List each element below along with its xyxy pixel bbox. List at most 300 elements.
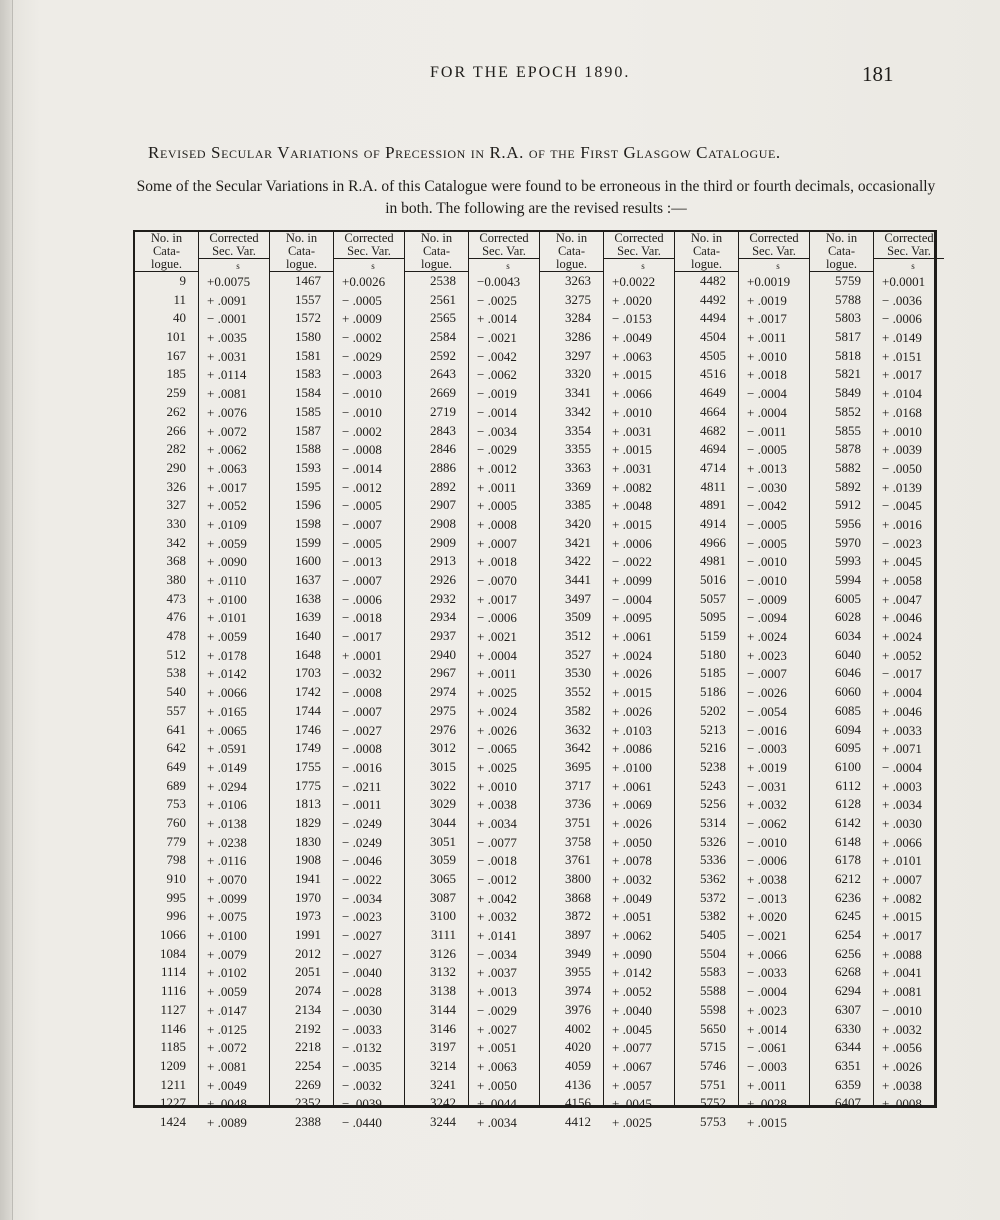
catalogue-number: 4981: [700, 553, 726, 569]
catalogue-number: 4914: [700, 515, 726, 531]
corrected-sec-var: − .0036: [882, 292, 922, 308]
catalogue-number: 1908: [295, 852, 321, 868]
corrected-sec-var: − .0003: [747, 741, 787, 757]
catalogue-number: 5362: [700, 871, 726, 886]
corrected-sec-var: + .0072: [207, 1040, 247, 1056]
corrected-sec-var: − .0007: [342, 573, 382, 588]
catalogue-number: 4891: [700, 497, 726, 513]
corrected-sec-var: + .0010: [882, 423, 922, 439]
corrected-sec-var: + .0031: [612, 460, 652, 476]
corrected-sec-var: − .0006: [882, 311, 922, 327]
catalogue-number: 6128: [835, 796, 861, 812]
corrected-sec-var: + .0294: [207, 778, 247, 794]
corrected-sec-var: + .0104: [882, 386, 922, 402]
corrected-sec-var: + .0046: [882, 703, 922, 719]
catalogue-number: 2940: [430, 646, 456, 662]
catalogue-number: 4492: [700, 291, 726, 307]
corrected-sec-var: + .0138: [207, 815, 247, 831]
corrected-sec-var: + .0039: [882, 442, 922, 458]
corrected-sec-var: − .0031: [747, 778, 787, 794]
catalogue-number: 5715: [700, 1039, 726, 1055]
catalogue-number-header: [135, 232, 198, 272]
corrected-sec-var: + .0035: [207, 330, 247, 346]
catalogue-number-column: [405, 231, 468, 1129]
catalogue-number-column: [810, 231, 873, 1111]
catalogue-number: 1595: [295, 478, 321, 494]
catalogue-number: 259: [166, 385, 186, 401]
catalogue-number: 6094: [835, 721, 861, 737]
catalogue-number: 2937: [430, 628, 456, 644]
catalogue-number: 1583: [295, 366, 321, 382]
corrected-sec-var: + .0075: [207, 909, 247, 925]
catalogue-number: 4494: [700, 310, 726, 326]
corrected-sec-var: + .0079: [207, 946, 247, 962]
corrected-sec-var-column: [738, 231, 809, 1130]
catalogue-number: 5993: [835, 553, 861, 569]
column-group: [404, 231, 539, 1130]
catalogue-number: 476: [166, 609, 186, 625]
running-head: FOR THE EPOCH 1890.: [430, 64, 631, 81]
corrected-sec-var: + .0049: [612, 890, 652, 906]
catalogue-number: 3497: [565, 590, 591, 606]
corrected-sec-var: − .0017: [342, 629, 382, 645]
corrected-sec-var: +0.0026: [342, 274, 386, 289]
corrected-sec-var: + .0168: [882, 404, 922, 420]
catalogue-number: 2926: [430, 572, 456, 587]
corrected-sec-var: + .0101: [882, 853, 922, 869]
catalogue-number: 5803: [835, 310, 861, 326]
header-line: logue.: [826, 257, 857, 271]
catalogue-number: 1584: [295, 385, 321, 401]
corrected-sec-var: + .0028: [747, 1096, 787, 1112]
header-line: No. in: [285, 231, 318, 245]
catalogue-number: 4020: [565, 1039, 591, 1055]
corrected-sec-var: + .0049: [207, 1077, 247, 1093]
corrected-sec-var: + .0103: [612, 722, 652, 738]
catalogue-number: 5057: [700, 590, 726, 606]
corrected-sec-var: − .0033: [747, 965, 787, 981]
corrected-sec-var: + .0048: [612, 498, 652, 514]
catalogue-number-column: [135, 231, 198, 1129]
catalogue-number: 3642: [565, 740, 591, 756]
corrected-sec-var: + .0024: [747, 629, 787, 645]
catalogue-number: 4516: [700, 366, 726, 382]
corrected-sec-var: + .0142: [612, 965, 652, 981]
corrected-sec-var: + .0020: [612, 292, 652, 308]
corrected-sec-var: + .0151: [882, 348, 922, 364]
header-line: Cata-: [827, 244, 856, 258]
corrected-sec-var: + .0052: [882, 647, 922, 663]
catalogue-number: 1557: [295, 291, 321, 307]
corrected-sec-var: + .0082: [882, 890, 922, 906]
corrected-sec-var: + .0015: [882, 909, 922, 925]
corrected-sec-var: + .0059: [207, 984, 247, 1000]
catalogue-number: 5216: [700, 740, 726, 756]
corrected-sec-var: + .0052: [207, 498, 247, 514]
catalogue-number: 2846: [430, 441, 456, 457]
catalogue-number: 5855: [835, 422, 861, 438]
corrected-sec-var: + .0099: [207, 890, 247, 906]
catalogue-number: 3354: [565, 422, 591, 438]
corrected-sec-var-header: [469, 232, 539, 259]
catalogue-number: 5238: [700, 758, 726, 774]
catalogue-number: 3144: [430, 1001, 456, 1017]
corrected-sec-var: + .0045: [882, 554, 922, 570]
corrected-sec-var: + .0025: [477, 759, 517, 775]
catalogue-number: 1209: [160, 1057, 186, 1073]
corrected-sec-var: + .0050: [612, 834, 652, 850]
corrected-sec-var: + .0014: [747, 1021, 787, 1037]
corrected-sec-var: + .0004: [747, 404, 787, 420]
corrected-sec-var: + .0017: [207, 479, 247, 495]
catalogue-number: 1585: [295, 403, 321, 419]
catalogue-number: 6178: [835, 852, 861, 868]
catalogue-number: 1775: [295, 777, 321, 793]
catalogue-number: 6330: [835, 1020, 861, 1036]
catalogue-number: 4694: [700, 441, 726, 457]
corrected-sec-var: − .0022: [342, 872, 382, 887]
catalogue-number-header: [540, 232, 603, 272]
catalogue-number: 5821: [835, 366, 861, 382]
catalogue-number: 1755: [295, 758, 321, 774]
catalogue-number: 3012: [430, 740, 456, 756]
seconds-unit: s: [776, 261, 780, 271]
catalogue-number: 6307: [835, 1001, 861, 1017]
corrected-sec-var: − .0034: [342, 890, 382, 906]
corrected-sec-var: + .0059: [207, 535, 247, 551]
corrected-sec-var: − .0032: [342, 1077, 382, 1093]
corrected-sec-var: + .0047: [882, 591, 922, 607]
corrected-sec-var: + .0178: [207, 647, 247, 663]
catalogue-number: 753: [166, 796, 186, 812]
catalogue-number: 11: [173, 291, 186, 307]
corrected-sec-var: + .0109: [207, 516, 247, 532]
corrected-sec-var: − .0006: [342, 591, 382, 607]
catalogue-number: 2975: [430, 702, 456, 718]
catalogue-number: 2974: [430, 684, 456, 700]
corrected-sec-var: + .0034: [477, 1114, 517, 1130]
catalogue-number: 4059: [565, 1057, 591, 1073]
header-line: logue.: [286, 257, 317, 271]
catalogue-number: 649: [166, 758, 186, 774]
corrected-sec-var: + .0017: [747, 311, 787, 327]
corrected-sec-var: − .0004: [882, 759, 922, 775]
intro-paragraph: Some of the Secular Variations in R.A. of this Catalogue were found to be erroneous in the third or fourth decimals, occasionally in both. The following are the revised results :—: [136, 178, 936, 217]
corrected-sec-var: + .0062: [207, 442, 247, 458]
catalogue-number: 910: [166, 871, 186, 886]
corrected-sec-var: − .0061: [747, 1040, 787, 1056]
catalogue-number: 1973: [295, 908, 321, 924]
corrected-sec-var: − .0022: [612, 554, 652, 570]
corrected-sec-var: + .0125: [207, 1021, 247, 1037]
corrected-sec-var: − .0070: [477, 573, 517, 588]
corrected-sec-var: + .0051: [612, 909, 652, 925]
catalogue-number: 5243: [700, 777, 726, 793]
corrected-sec-var: − .0006: [477, 610, 517, 626]
catalogue-number: 2074: [295, 983, 321, 999]
corrected-sec-var: − .0211: [342, 778, 382, 794]
corrected-sec-var: − .0153: [612, 311, 652, 327]
catalogue-number: 6046: [835, 665, 861, 681]
corrected-sec-var: − .0011: [342, 797, 382, 813]
corrected-sec-var: + .0010: [612, 404, 652, 420]
corrected-sec-var: − .0003: [342, 367, 382, 383]
header-line: Corrected: [749, 231, 799, 245]
catalogue-number: 557: [166, 702, 186, 718]
corrected-sec-var: − .0025: [477, 292, 517, 308]
corrected-sec-var: + .0099: [612, 573, 652, 588]
corrected-sec-var: + .0100: [612, 759, 652, 775]
catalogue-number: 2565: [430, 310, 456, 326]
corrected-sec-var: + .0081: [207, 386, 247, 402]
catalogue-number: 1211: [160, 1076, 186, 1092]
corrected-sec-var: + .0017: [882, 928, 922, 944]
catalogue-number: 1703: [295, 665, 321, 681]
catalogue-number: 2934: [430, 609, 456, 625]
catalogue-number: 1638: [295, 590, 321, 606]
catalogue-number: 3976: [565, 1001, 591, 1017]
catalogue-number: 327: [166, 497, 186, 513]
corrected-sec-var: − .0094: [747, 610, 787, 626]
catalogue-number: 473: [166, 590, 186, 606]
catalogue-number-cells: [135, 272, 198, 1132]
header-line: No. in: [150, 231, 183, 245]
corrected-sec-var: − .0050: [882, 460, 922, 476]
corrected-sec-var: − .0008: [342, 741, 382, 757]
corrected-sec-var: + .0038: [882, 1077, 922, 1093]
corrected-sec-var: + .0165: [207, 703, 247, 719]
catalogue-number: 4682: [700, 422, 726, 438]
catalogue-number: 5751: [700, 1076, 726, 1092]
corrected-sec-var: + .0042: [477, 890, 517, 906]
corrected-sec-var: − .0027: [342, 722, 382, 738]
catalogue-number: 5504: [700, 945, 726, 961]
corrected-sec-var: + .0009: [342, 311, 382, 327]
catalogue-number: 1596: [295, 497, 321, 513]
header-line: Corrected: [344, 231, 394, 245]
catalogue-number: 167: [166, 347, 186, 363]
corrected-sec-var: − .0005: [342, 498, 382, 514]
corrected-sec-var: − .0033: [342, 1021, 382, 1037]
corrected-sec-var-header: [334, 232, 404, 259]
catalogue-number: 6085: [835, 702, 861, 718]
catalogue-number: 6112: [835, 777, 861, 793]
catalogue-number: 342: [166, 534, 186, 550]
header-line: logue.: [691, 257, 722, 271]
catalogue-number: 1066: [160, 927, 186, 943]
catalogue-number-cells: [405, 272, 468, 1132]
header-line: Sec. Var.: [752, 244, 796, 258]
corrected-sec-var: + .0038: [477, 797, 517, 813]
corrected-sec-var: + .0049: [612, 330, 652, 346]
corrected-sec-var: + .0114: [207, 367, 247, 383]
catalogue-number: 1648: [295, 646, 321, 662]
corrected-sec-var: + .0142: [207, 666, 247, 682]
column-group: [674, 231, 809, 1130]
catalogue-number: 3065: [430, 871, 456, 886]
catalogue-number: 2892: [430, 478, 456, 494]
corrected-sec-var: + .0015: [612, 516, 652, 532]
catalogue-number: 3509: [565, 609, 591, 625]
seconds-unit: s: [641, 261, 645, 271]
corrected-sec-var: + .0034: [882, 797, 922, 813]
corrected-sec-var: − .0030: [342, 1002, 382, 1018]
catalogue-number: 5372: [700, 889, 726, 905]
catalogue-number: 1227: [160, 1095, 186, 1111]
corrected-sec-var: − .0003: [747, 1058, 787, 1074]
corrected-sec-var: + .0030: [882, 815, 922, 831]
corrected-sec-var: + .0141: [477, 928, 517, 944]
catalogue-number: 101: [166, 329, 186, 345]
catalogue-number: 1639: [295, 609, 321, 625]
corrected-sec-var: − .0012: [342, 479, 382, 495]
catalogue-number: 2584: [430, 329, 456, 345]
catalogue-number: 9: [179, 273, 186, 288]
corrected-sec-var: + .0011: [747, 330, 787, 346]
seconds-unit: s: [371, 261, 375, 271]
catalogue-number-header: [405, 232, 468, 272]
corrected-sec-var: − .0011: [747, 423, 787, 439]
catalogue-number: 262: [166, 403, 186, 419]
corrected-sec-var: − .0004: [747, 386, 787, 402]
corrected-sec-var: − .0249: [342, 834, 382, 850]
catalogue-number: 3736: [565, 796, 591, 812]
corrected-sec-var: + .0110: [207, 573, 247, 588]
catalogue-number: 266: [166, 422, 186, 438]
corrected-sec-var: + .0044: [477, 1096, 517, 1112]
corrected-sec-var: + .0008: [477, 516, 517, 532]
corrected-sec-var: − .0005: [747, 535, 787, 551]
corrected-sec-var: + .0011: [477, 479, 517, 495]
catalogue-number: 368: [166, 553, 186, 569]
column-group: [809, 231, 944, 1112]
catalogue-number: 6060: [835, 684, 861, 700]
corrected-sec-var: + .0010: [747, 348, 787, 364]
corrected-sec-var: + .0021: [477, 629, 517, 645]
corrected-sec-var: + .0023: [747, 1002, 787, 1018]
corrected-sec-var: − .0249: [342, 815, 382, 831]
catalogue-number: 2538: [430, 273, 456, 288]
corrected-sec-var: − .0007: [747, 666, 787, 682]
corrected-sec-var: +0.0019: [747, 274, 791, 289]
corrected-sec-var: + .0057: [612, 1077, 652, 1093]
catalogue-number: 995: [166, 889, 186, 905]
catalogue-number: 4966: [700, 534, 726, 550]
catalogue-number: 2976: [430, 721, 456, 737]
catalogue-number: 798: [166, 852, 186, 868]
corrected-sec-var: + .0033: [882, 722, 922, 738]
catalogue-number-column: [540, 231, 603, 1129]
corrected-sec-var: + .0017: [477, 591, 517, 607]
catalogue-number: 3286: [565, 329, 591, 345]
header-line: Corrected: [614, 231, 664, 245]
catalogue-number: 1598: [295, 515, 321, 531]
catalogue-number: 5882: [835, 459, 861, 475]
corrected-sec-var: − .0002: [342, 423, 382, 439]
catalogue-number: 1580: [295, 329, 321, 345]
corrected-sec-var: + .0012: [477, 460, 517, 476]
catalogue-number: 6245: [835, 908, 861, 924]
corrected-sec-var: − .0054: [747, 703, 787, 719]
catalogue-number: 6212: [835, 871, 861, 886]
corrected-sec-var: − .0062: [477, 367, 517, 383]
corrected-sec-var: − .0065: [477, 741, 517, 757]
corrected-sec-var: + .0025: [477, 685, 517, 701]
catalogue-number: 3582: [565, 702, 591, 718]
catalogue-number: 540: [166, 684, 186, 700]
catalogue-number: 2908: [430, 515, 456, 531]
corrected-sec-var: − .0010: [882, 1002, 922, 1018]
corrected-sec-var: + .0095: [612, 610, 652, 626]
catalogue-number: 3872: [565, 908, 591, 924]
catalogue-number: 1127: [160, 1001, 186, 1017]
catalogue-number: 3974: [565, 983, 591, 999]
catalogue-number: 3244: [430, 1113, 456, 1129]
catalogue-number: 3100: [430, 908, 456, 924]
corrected-sec-var: + .0090: [207, 554, 247, 570]
corrected-sec-var: + .0139: [882, 479, 922, 495]
corrected-sec-var: − .0002: [342, 330, 382, 346]
corrected-sec-var: + .0591: [207, 741, 247, 757]
catalogue-number: 3197: [430, 1039, 456, 1055]
corrected-sec-var-header: [739, 232, 809, 259]
catalogue-number: 5405: [700, 927, 726, 943]
catalogue-number: 6351: [835, 1057, 861, 1073]
corrected-sec-var: + .0011: [477, 666, 517, 682]
catalogue-number: 512: [166, 646, 186, 662]
corrected-sec-var: + .0051: [477, 1040, 517, 1056]
catalogue-number: 1116: [160, 983, 186, 999]
catalogue-number: 3385: [565, 497, 591, 513]
corrected-sec-var: − .0005: [747, 516, 787, 532]
corrected-sec-var: + .0063: [477, 1058, 517, 1074]
seconds-unit: s: [236, 261, 240, 271]
catalogue-number: 1084: [160, 945, 186, 961]
header-line: No. in: [825, 231, 858, 245]
corrected-sec-var: + .0116: [207, 853, 247, 869]
catalogue-number: 1572: [295, 310, 321, 326]
corrected-sec-var: + .0059: [207, 629, 247, 645]
header-line: logue.: [151, 257, 182, 271]
corrected-sec-var: − .0040: [342, 965, 382, 981]
corrected-sec-var: + .0149: [207, 759, 247, 775]
corrected-sec-var: + .0045: [612, 1021, 652, 1037]
catalogue-number: 2012: [295, 945, 321, 961]
corrected-sec-var: − .0012: [477, 872, 517, 887]
corrected-sec-var: + .0019: [747, 292, 787, 308]
corrected-sec-var: + .0046: [882, 610, 922, 626]
corrected-sec-var: + .0015: [612, 685, 652, 701]
corrected-sec-var-header: [604, 232, 674, 259]
catalogue-number: 282: [166, 441, 186, 457]
catalogue-number: 3051: [430, 833, 456, 849]
header-line: Sec. Var.: [617, 244, 661, 258]
corrected-sec-var-column: [333, 231, 404, 1130]
corrected-sec-var-column: [468, 231, 539, 1130]
catalogue-number: 5016: [700, 572, 726, 587]
catalogue-number: 2592: [430, 347, 456, 363]
catalogue-number: 1941: [295, 871, 321, 886]
header-line: logue.: [556, 257, 587, 271]
catalogue-number: 5759: [835, 273, 861, 288]
catalogue-number: 40: [173, 310, 186, 326]
header-line: Corrected: [884, 231, 934, 245]
catalogue-number: 3241: [430, 1076, 456, 1092]
catalogue-number: 5095: [700, 609, 726, 625]
catalogue-number: 326: [166, 478, 186, 494]
catalogue-number: 3044: [430, 814, 456, 830]
corrected-sec-var: + .0032: [477, 909, 517, 925]
